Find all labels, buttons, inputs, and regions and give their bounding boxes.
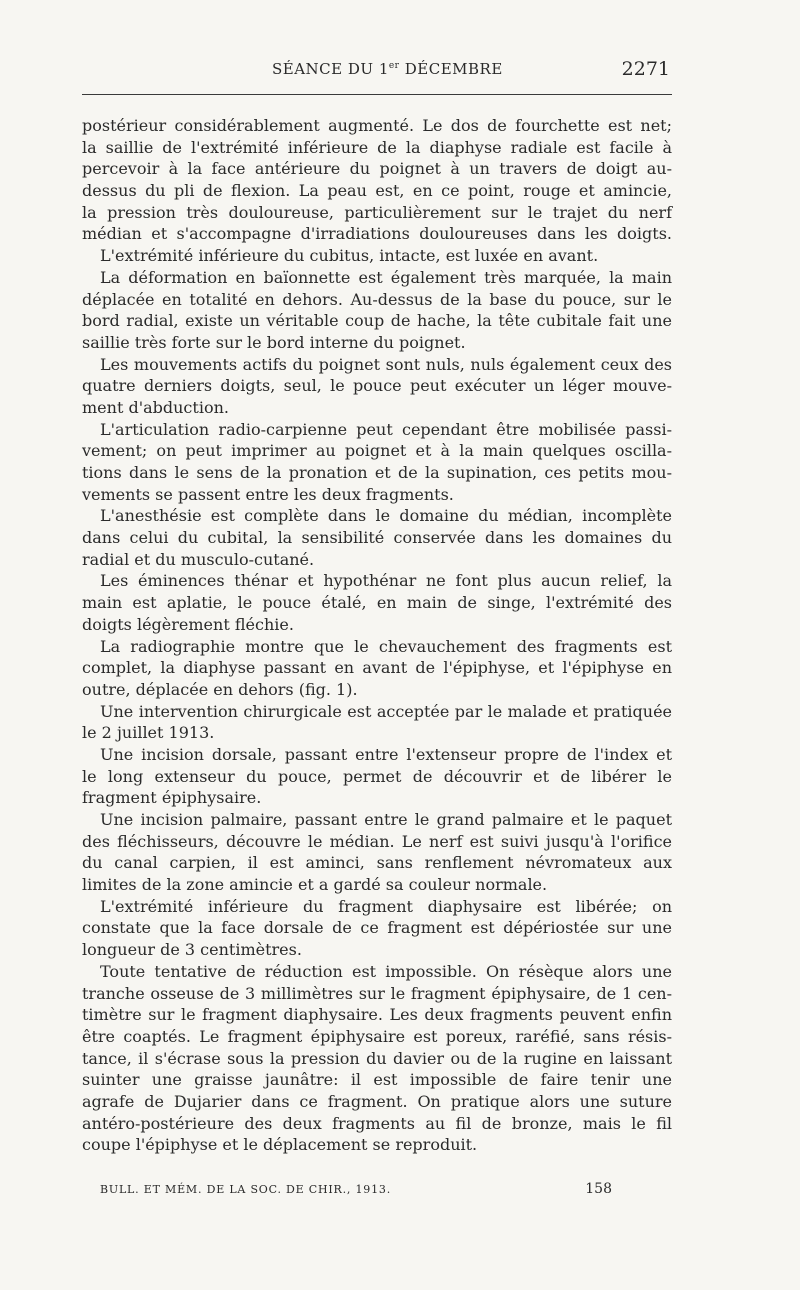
text-line: Les éminences thénar et hypothénar ne font plus aucun relief, la (100, 571, 672, 591)
text-line: vements se passent entre les deux fragments. (82, 484, 454, 504)
text-line: tions dans le sens de la pronation et de la supination, ces petits mou- (82, 463, 672, 482)
text-line: saillie très forte sur le bord interne du poignet. (82, 332, 466, 352)
text-line: bord radial, existe un véritable coup de hache, la tête cubitale fait une (82, 311, 672, 331)
text-line: timètre sur le fragment diaphysaire. Les deux fragments peuvent enfin (82, 1005, 672, 1025)
text-line: vement; on peut imprimer au poignet et à la main quelques oscilla- (82, 441, 672, 461)
text-line: des fléchisseurs, découvre le médian. Le nerf est suivi jusqu'à l'orifice (82, 831, 672, 851)
text-line: ment d'abduction. (82, 397, 229, 417)
text-line: déplacée en totalité en dehors. Au-dessus de la base du pouce, sur le (82, 289, 672, 309)
text-line: complet, la diaphyse passant en avant de l'épiphyse, et l'épiphyse en (82, 658, 672, 678)
text-line: doigts légèrement fléchie. (82, 614, 294, 634)
page-footer (100, 1183, 620, 1203)
text-line: suinter une graisse jaunâtre: il est impossible de faire tenir une (82, 1070, 672, 1090)
text-line: La radiographie montre que le chevauchement des fragments est (100, 636, 672, 656)
text-line: la pression très douloureuse, particulièrement sur le trajet du nerf (82, 202, 672, 222)
text-line: La déformation en baïonnette est également très marquée, la main (100, 267, 672, 287)
text-line: constate que la face dorsale de ce fragment est dépériostée sur une (82, 918, 672, 938)
text-line: L'anesthésie est complète dans le domaine du médian, incomplète (100, 506, 672, 526)
text-line: main est aplatie, le pouce étalé, en main de singe, l'extrémité des (82, 593, 672, 613)
running-title: SÉANCE DU 1er DÉCEMBRE (272, 60, 503, 78)
text-line: Une intervention chirurgicale est acceptée par le malade et pratiquée (100, 701, 672, 721)
text-line: agrafe de Dujarier dans ce fragment. On pratique alors une suture (82, 1091, 672, 1111)
header-rule (82, 94, 672, 95)
page-header (82, 60, 672, 84)
text-line: longueur de 3 centimètres. (82, 940, 302, 960)
text-line: du canal carpien, il est aminci, sans renflement névromateux aux (82, 853, 672, 873)
text-line: limites de la zone amincie et a gardé sa couleur normale. (82, 875, 548, 895)
page-number: 2271 (621, 58, 670, 80)
text-line: Une incision palmaire, passant entre le grand palmaire et le paquet (100, 810, 672, 829)
text-line: quatre derniers doigts, seul, le pouce peut exécuter un léger mouve- (82, 376, 672, 396)
text-line: Toute tentative de réduction est impossible. On résèque alors une (100, 961, 672, 981)
text-line: tance, il s'écrase sous la pression du davier ou de la rugine en laissant (82, 1048, 672, 1068)
text-line: Les mouvements actifs du poignet sont nuls, nuls également ceux des (100, 354, 672, 374)
text-line: antéro-postérieure des deux fragments au fil de bronze, mais le fil (82, 1113, 672, 1133)
text-line: Une incision dorsale, passant entre l'extenseur propre de l'index et (100, 744, 672, 764)
signature-mark: 158 (585, 1181, 612, 1197)
text-line: être coaptés. Le fragment épiphysaire est poreux, raréfié, sans résis- (82, 1026, 672, 1046)
text-line: tranche osseuse de 3 millimètres sur le fragment épiphysaire, de 1 cen- (82, 983, 672, 1003)
text-line: L'extrémité inférieure du fragment diaphysaire est libérée; on (100, 896, 672, 916)
text-line: la saillie de l'extrémité inférieure de la diaphyse radiale est facile à (82, 137, 672, 157)
text-line: coupe l'épiphyse et le déplacement se reproduit. (82, 1135, 478, 1155)
text-line: percevoir à la face antérieure du poignet à un travers de doigt au- (82, 159, 672, 179)
text-line: L'articulation radio-carpienne peut cependant être mobilisée passi- (100, 419, 672, 439)
text-line: fragment épiphysaire. (82, 788, 262, 808)
text-line: dessus du pli de flexion. La peau est, en ce point, rouge et amincie, (82, 181, 672, 201)
text-line: radial et du musculo-cutané. (82, 549, 315, 569)
text-line: postérieur considérablement augmenté. Le dos de fourchette est net; (82, 116, 672, 135)
text-line: L'extrémité inférieure du cubitus, intacte, est luxée en avant. (100, 246, 599, 266)
journal-citation: BULL. ET MÉM. DE LA SOC. DE CHIR., 1913. (100, 1183, 391, 1196)
text-line: outre, déplacée en dehors (fig. 1). (82, 679, 358, 699)
text-line: le long extenseur du pouce, permet de découvrir et de libérer le (82, 766, 672, 786)
text-line: médian et s'accompagne d'irradiations douloureuses dans les doigts. (82, 224, 672, 244)
text-line: le 2 juillet 1913. (82, 723, 215, 743)
body-text (82, 115, 672, 1156)
text-line: dans celui du cubital, la sensibilité conservée dans les domaines du (82, 528, 672, 548)
